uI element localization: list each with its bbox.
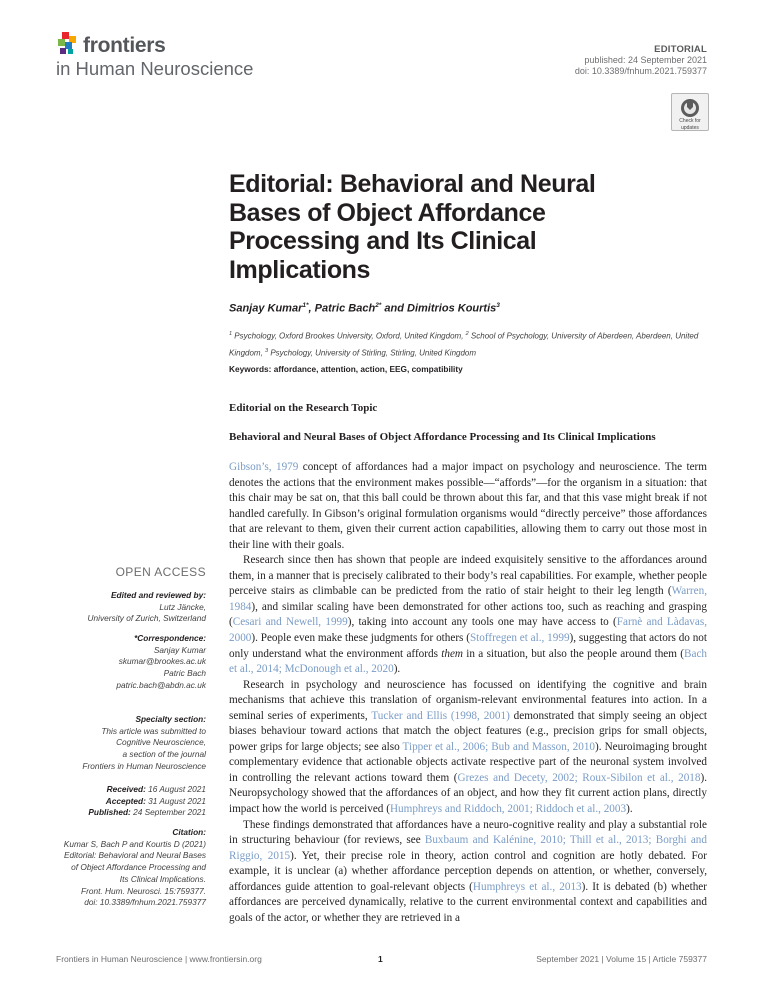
author-name[interactable]: Dimitrios Kourtis <box>407 302 497 315</box>
citation-link[interactable]: Warren, 1984 <box>229 585 707 613</box>
body-text: them <box>441 647 463 660</box>
badge-line-1: Check for <box>679 118 701 124</box>
received-label: Received: <box>106 784 146 794</box>
citation-label: Citation: <box>172 827 206 837</box>
badge-line-2: updates <box>681 124 699 131</box>
citation-link[interactable]: Farnè and Làdavas, 2000 <box>229 616 708 645</box>
open-access-label: OPEN ACCESS <box>115 565 206 579</box>
citation-line: Front. Hum. Neurosci. 15:759377. <box>81 885 206 896</box>
article-type: EDITORIAL <box>654 44 707 55</box>
citation-link[interactable]: Humphreys et al., 2013 <box>472 880 582 893</box>
footer-issue-info: September 2021 | Volume 15 | Article 759377 <box>536 954 707 964</box>
crossmark-icon <box>680 98 700 118</box>
body-text: ). Neuropsychology showed that the affordances of an object, and how they fit current action plans, directly impact how the world is perceived ( <box>229 771 708 816</box>
author-superscript: 3 <box>496 302 500 309</box>
citation-link[interactable]: Tipper et al., 2006; Bub and Masson, 2010 <box>402 740 596 753</box>
logo-wordmark: frontiers <box>83 34 166 57</box>
author-name[interactable]: Patric Bach <box>314 302 376 315</box>
citation-line: Its Clinical Implications. <box>119 873 206 884</box>
citation-doi[interactable]: doi: 10.3389/fnhum.2021.759377 <box>84 897 206 908</box>
corresponding-author-email[interactable]: skumar@brookes.ac.uk <box>118 656 206 667</box>
body-paragraph <box>229 678 707 818</box>
affiliation-number: 3 <box>265 347 269 354</box>
specialty-line: Frontiers in Human Neuroscience <box>82 760 206 771</box>
accepted-label: Accepted: <box>105 795 146 806</box>
published-date-side: 24 September 2021 <box>133 807 206 818</box>
affiliation-text: Psychology, University of Stirling, Stirling, United Kingdom <box>268 348 477 358</box>
specialty-line: This article was submitted to <box>101 725 206 736</box>
body-paragraph <box>229 460 707 553</box>
article-title: Editorial: Behavioral and Neural Bases of Object Affordance Processing and Its Clinical Implications <box>229 170 596 284</box>
article-body <box>229 460 707 926</box>
citation-line: of Object Affordance Processing and <box>71 862 206 873</box>
author-separator: and <box>381 302 408 315</box>
specialty-info <box>56 714 206 773</box>
body-text: These findings demonstrated that affordances have a neuro-cognitive reality and play a substantial role in structuring behaviour (for reviews, see <box>229 818 707 847</box>
published-label: Published: <box>88 807 131 818</box>
journal-name: in Human Neuroscience <box>56 58 254 79</box>
body-text: in a situation, but also the people around them ( <box>463 647 685 660</box>
citation-link[interactable]: Bach et al., 2014; McDonough et al., 2020 <box>229 647 708 676</box>
body-text: ). Neuroimaging brought complementary evidence that actionable objects activate respective part of the neuronal system involved in controlling the relevant actions toward them ( <box>229 740 708 784</box>
corresponding-author-name: Sanjay Kumar <box>153 644 206 655</box>
author-name[interactable]: Sanjay Kumar <box>229 302 303 315</box>
affiliation-text: School of Psychology, University of Aberdeen, Aberdeen, United Kingdom, <box>229 331 699 358</box>
citation-link[interactable]: Humphreys and Riddoch, 2001; Riddoch et al., 2003 <box>389 803 627 816</box>
specialty-label: Specialty section: <box>135 714 206 724</box>
corresponding-author-email[interactable]: patric.bach@abdn.ac.uk <box>116 679 206 690</box>
citation-link[interactable]: Tucker and Ellis (1998, 2001) <box>371 709 510 722</box>
affiliation-number: 1 <box>229 331 233 337</box>
citation-link[interactable]: Cesari and Newell, 1999 <box>232 616 348 629</box>
author-superscript: 1* <box>302 302 309 309</box>
affiliations <box>229 327 709 360</box>
edited-label: Edited and reviewed by: <box>111 590 206 600</box>
published-date: published: 24 September 2021 <box>584 55 707 65</box>
accepted-date: 31 August 2021 <box>148 795 206 806</box>
footer-journal-link[interactable]: Frontiers in Human Neuroscience | www.frontiersin.org <box>56 954 262 964</box>
page-footer <box>56 954 707 968</box>
editor-info <box>56 590 206 625</box>
keywords-value: affordance, attention, action, EEG, compatibility <box>273 364 463 374</box>
correspondence-info <box>56 633 206 692</box>
specialty-line: Cognitive Neuroscience, <box>116 737 206 748</box>
research-topic-label: Editorial on the Research Topic <box>229 402 378 414</box>
keywords-label: Keywords: <box>229 364 272 374</box>
body-text: Research since then has shown that people are indeed exquisitely sensitive to the affordances around them, in a manner that is precisely calibrated to their body’s real capabilities. For example, whether people perceive stairs as climbable can be predicted from the ratio of stair height to their leg length ( <box>229 554 707 598</box>
research-topic-title[interactable]: Behavioral and Neural Bases of Object Affordance Processing and Its Clinical Implications <box>229 431 656 443</box>
keywords <box>229 364 463 374</box>
editor-name: Lutz Jäncke, <box>159 601 206 612</box>
body-text: ). <box>626 803 633 816</box>
received-date: 16 August 2021 <box>148 784 206 794</box>
body-text: ), suggesting that actors do not only understand what the environment affords <box>229 632 707 660</box>
body-text: ), taking into account any tools one may have access to ( <box>347 616 617 629</box>
citation-info <box>56 827 206 909</box>
body-text: ). Yet, their precise role in theory, action control and cognition are hotly debated. For example, it is unclear (a) whether affordance perception depends on attention, or whether, conversely, affordances guide attention to goal-relevant objects ( <box>229 849 707 893</box>
author-list <box>229 302 500 315</box>
citation-link[interactable]: Grezes and Decety, 2002; Roux-Sibilon et al., 2018 <box>457 771 701 784</box>
specialty-line: a section of the journal <box>122 749 206 760</box>
editor-affiliation: University of Zurich, Switzerland <box>87 613 206 624</box>
article-doi[interactable]: doi: 10.3389/fnhum.2021.759377 <box>574 66 707 76</box>
body-paragraph <box>229 553 707 677</box>
dates-info <box>56 784 206 819</box>
body-text: ), and similar scaling have been demonstrated for other actions too, such as reaching and grasping ( <box>229 600 707 629</box>
correspondence-label: *Correspondence: <box>134 633 206 643</box>
body-text: ). People even make these judgments for others ( <box>251 632 470 645</box>
author-superscript: 2* <box>375 302 382 309</box>
frontiers-logo-icon <box>56 32 80 60</box>
article-meta <box>575 44 707 77</box>
citation-link[interactable]: Stoffregen et al., 1999 <box>469 632 570 645</box>
citation-line: Kumar S, Bach P and Kourtis D (2021) <box>63 838 206 849</box>
citation-link[interactable]: Gibson’s, 1979 <box>229 461 299 473</box>
body-paragraph <box>229 818 707 927</box>
page-number: 1 <box>378 954 383 964</box>
journal-logo[interactable] <box>56 32 296 82</box>
affiliation-number: 2 <box>465 331 469 337</box>
body-text: concept of affordances had a major impact on psychology and neuroscience. The term denotes the actions that the environment makes possible—“affords”—for the organism in a situation: that this chair may be sat on, that this ball could be thrown about this far, and that this vase might break if not handled carefully. In Gibson’s original formulation organisms would “directly perceive” those affordances that are relevant to them, given their current action capabilities, allowing them to carry out those most in their line with their goals. <box>229 461 707 551</box>
body-text: ). <box>393 663 401 676</box>
author-separator: , <box>308 302 315 315</box>
citation-line: Editorial: Behavioral and Neural Bases <box>63 850 206 861</box>
check-for-updates-badge[interactable] <box>671 93 709 131</box>
affiliation-text: Psychology, Oxford Brookes University, Oxford, United Kingdom, <box>232 331 466 341</box>
citation-link[interactable]: Buxbaum and Kalénine, 2010; Thill et al., 2013; Borghi and Riggio, 2015 <box>229 834 707 862</box>
corresponding-author-name: Patric Bach <box>163 668 206 679</box>
body-text: Research in psychology and neuroscience has focussed on identifying the cognitive and brain mechanisms that achieve this translation of organism-relevant environmental features into action. In a seminal series of experiments, <box>229 678 707 722</box>
body-text: demonstrated that simply seeing an object biases behaviour toward actions that match the object features (e.g., precision grips for small objects, power grips for large objects; see also <box>229 709 708 753</box>
body-text: ). It is debated (b) whether affordances are perceived dynamically, relative to the current environmental context and capabilities and goals of the actor, or whether they are retrieved in a <box>229 880 707 924</box>
